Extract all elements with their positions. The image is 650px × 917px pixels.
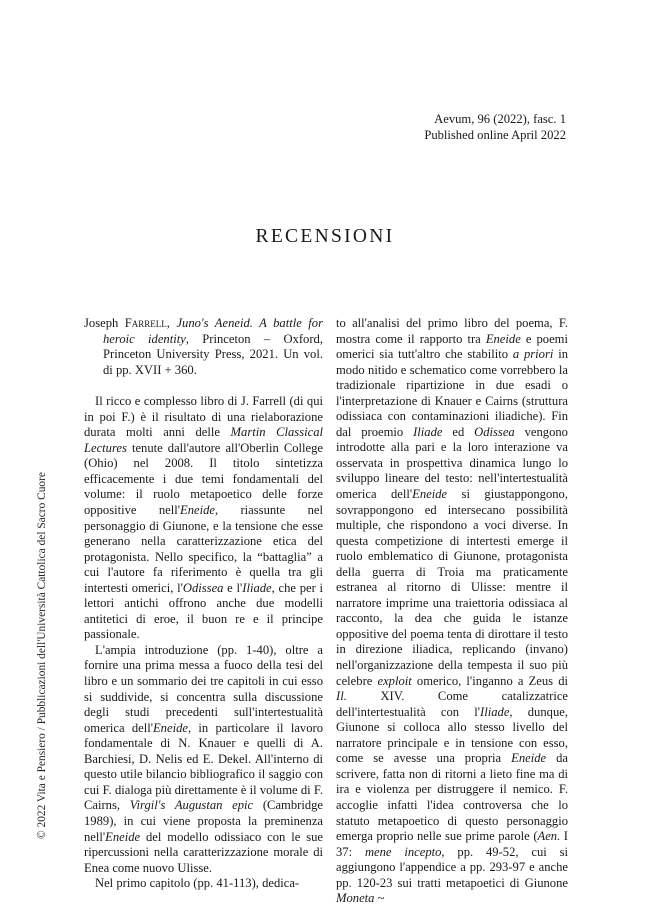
text-run: ed	[442, 424, 475, 439]
text-run: L'ampia introduzione (pp. 1-40), oltre a fornire una prima messa a fuoco della tesi del libro e un sommario dei tre capitoli in cui esso si suddivide, si concentra sulla discussione degli studi precedenti sull'intertestualità omerica dell'	[84, 642, 323, 735]
italic-text: Eneide	[152, 720, 188, 735]
text-run: I 37:	[336, 829, 568, 859]
section-title: RECENSIONI	[255, 226, 395, 247]
italic-text: a priori	[512, 347, 554, 362]
text-run: , dunque, Giunone si colloca allo stesso livello del narratore principale e in tensione con esso, come se avesse una propria	[336, 704, 568, 766]
italic-text: Iliade	[413, 424, 443, 439]
text-run: Il ricco e complesso libro di J. Farrell (di qui in poi F.) è il risultato di una rielaborazione durata molti anni delle	[84, 394, 323, 440]
italic-text: Iliade	[242, 580, 272, 595]
bibliographic-entry	[84, 316, 323, 378]
journal-header	[424, 111, 566, 143]
italic-text: Martin Classical Lectures	[84, 425, 323, 455]
italic-text: Eneide	[412, 487, 448, 502]
biblio-separator: ,	[166, 316, 177, 330]
text-run: XIV. Come catalizzatrice dell'intertestualità con l'	[336, 689, 568, 719]
paragraph	[336, 316, 568, 907]
text-run: e poemi omerici sia tutt'altro che stabilito	[336, 331, 568, 362]
text-run: tenute dall'autore all'Oberlin College (Ohio) nel 2008. Il titolo sintetizza efficacemente i due temi fondamentali del volume: il ruolo metapoetico delle forze oppositive nell'	[84, 440, 323, 518]
biblio-details: , Princeton – Oxford, Princeton University Press, 2021. Un vol. di pp. XVII + 360.	[103, 331, 323, 377]
text-run: da scrivere, fatta non di ritorni a lieto fine ma di ira e violenza per distruggere il nemico. F. accoglie infatti l'idea controversa che lo statuto metapoetico di questo personaggio emerga proprio nelle sue prime parole (	[336, 751, 568, 844]
text-run: , in particolare il lavoro fondamentale di N. Knauer e quelli di A. Barchiesi, D. Nelis ed E. Dekel. All'interno di questo utile bilancio bibliografico il saggio con cui F. dialoga più direttamente è il volume di F. Cairns,	[84, 720, 323, 813]
paragraph	[84, 394, 323, 643]
paragraph	[84, 876, 323, 892]
right-column	[336, 316, 568, 907]
author-first-name: Joseph	[84, 316, 125, 330]
italic-text: Eneide	[485, 331, 521, 346]
text-run: , che per i lettori antichi offrono anche due modelli antitetici di eroe, il buon re e il principe passionale.	[84, 580, 323, 642]
italic-text: Odissea	[182, 580, 224, 595]
italic-text: Eneide	[105, 829, 141, 844]
text-run: in modo nitido e schematico come vorrebbero la tradizionale ripartizione in due esadi o l'interpretazione di Knauer e Cairns (struttura odissiaca con contaminazioni iliadiche). Fin dal proemio	[336, 347, 568, 439]
text-run: e l'	[223, 580, 243, 595]
author-last-name: Farrell	[124, 316, 167, 330]
left-column	[84, 316, 323, 892]
italic-text: Odissea	[474, 424, 515, 439]
text-run: (Cambridge 1989), in cui viene proposta la preminenza nell'	[84, 798, 324, 844]
text-run: to all'analisi del primo libro del poema, F. mostra come il rapporto tra	[336, 316, 568, 346]
italic-text: Aen.	[537, 829, 561, 844]
text-run: si giustappongono, sovrappongono ed intersecano possibilità multiple, che rispondono a voci diverse. In questa competizione di intertesti emerge il ruolo emblematico di Giunone, protagonista della guerra di Troia ma praticamente estranea al ritorno di Ulisse: mentre il narratore imprime una traiettoria odissiaca al racconto, la dea che guida le istanze oppositive del poema tenta di dirottare il testo in direzione iliadica, replicando (invano) nell'organizzazione della tempesta il suo più celebre	[336, 487, 569, 688]
italic-text: Iliade	[480, 704, 510, 719]
paragraph	[84, 643, 323, 876]
italic-text: Il.	[336, 689, 347, 704]
publication-date: Published online April 2022	[424, 128, 566, 142]
italic-text: Eneide	[180, 503, 215, 518]
text-run: ~	[374, 891, 385, 906]
italic-text: exploit	[377, 673, 412, 688]
text-run: vengono introdotte alla pari e la loro interazione va osservata in prospettiva dinamica lungo lo sviluppo lineare del testo: nell'intertestualità omerica dell'	[336, 424, 568, 502]
italic-text: mene incepto	[364, 844, 442, 859]
text-run: Nel primo capitolo (pp. 41-113), dedica-	[95, 876, 300, 891]
italic-text: Virgil's Augustan epic	[129, 798, 254, 813]
text-run: , riassunte nel personaggio di Giunone, e la tensione che esse generano nella caratterizzazione etica del protagonista. Nello specifico, la “battaglia” a cui l'autore fa riferimento è quella tra gli intertesti omerici, l'	[84, 503, 323, 595]
text-run: del modello odissiaco con le sue ripercussioni nella caratterizzazione morale di Enea come nuovo Ulisse.	[84, 829, 323, 875]
text-run: omerico, l'inganno a Zeus di	[411, 673, 569, 688]
italic-text: Moneta	[336, 891, 375, 906]
text-run: , pp. 49-52, cui si aggiungono l'appendice a pp. 293-97 e anche pp. 120-23 sui tratti metapoetici di Giunone	[336, 844, 568, 890]
journal-citation: Aevum, 96 (2022), fasc. 1	[434, 112, 566, 126]
book-title: Juno's Aeneid. A battle for heroic identity	[103, 316, 324, 346]
copyright-margin-note: © 2022 Vita e Pensiero / Pubblicazioni dell'Università Cattolica del Sacro Cuore	[36, 472, 48, 839]
italic-text: Eneide	[511, 751, 547, 766]
